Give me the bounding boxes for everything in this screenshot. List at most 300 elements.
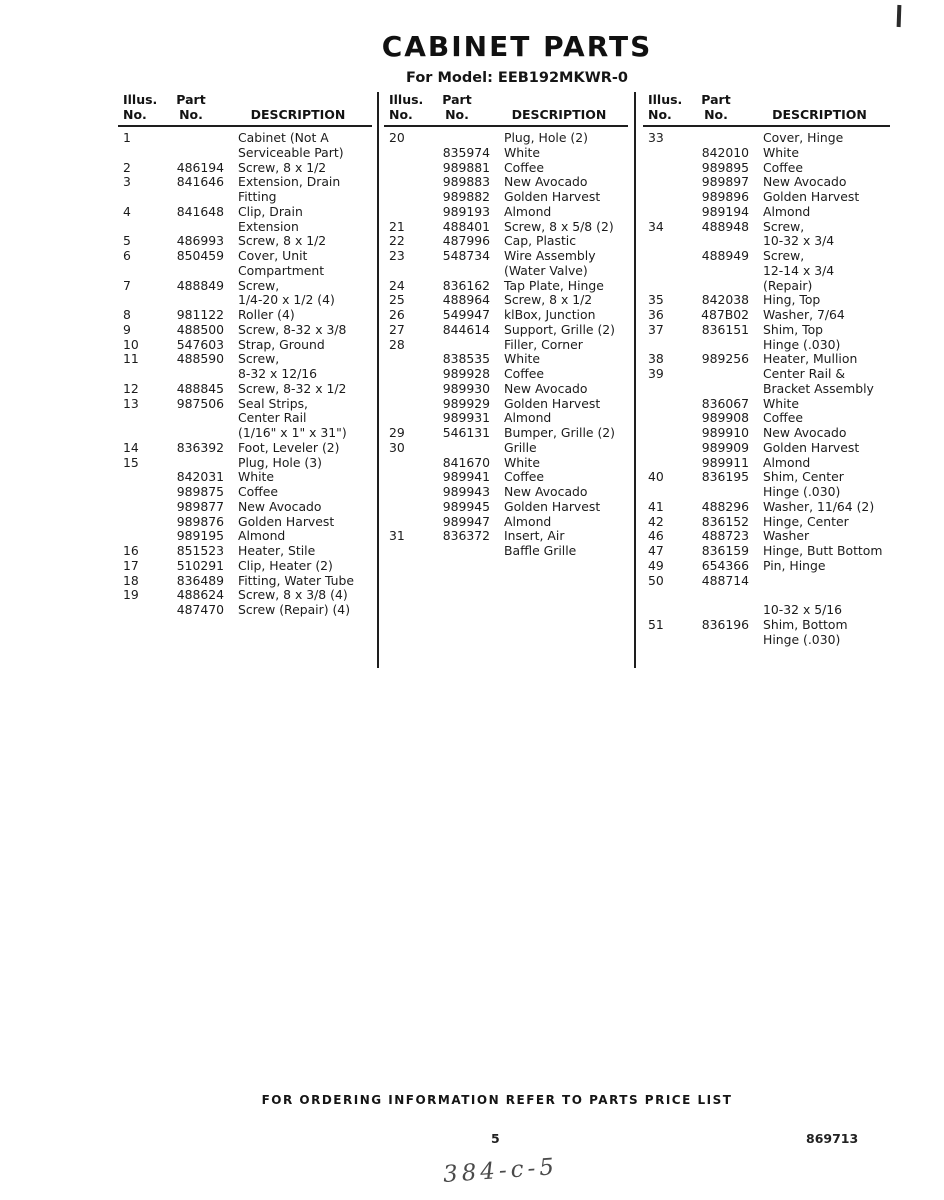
part-no-cell: 487B02 — [701, 307, 749, 322]
description-cell: Hinge, Center — [763, 513, 849, 529]
illus-no-cell — [118, 220, 158, 235]
part-no-cell: 989256 — [701, 351, 749, 367]
table-row — [384, 529, 628, 544]
part-no-cell — [683, 234, 749, 249]
part-no-cell: 488949 — [701, 248, 749, 263]
table-row — [643, 323, 890, 338]
table-row — [118, 588, 372, 603]
illus-no-cell: 40 — [648, 469, 664, 485]
description-cell — [749, 588, 890, 603]
table-row — [643, 515, 890, 530]
part-no-cell — [424, 544, 490, 559]
table-row — [118, 500, 372, 515]
illus-no-cell: 41 — [648, 498, 664, 514]
description-cell: Almond — [763, 454, 811, 470]
description-cell: Cover, Hinge — [763, 130, 844, 145]
description-cell: Screw, 8 x 1/2 — [504, 292, 593, 308]
description-cell: New Avocado — [763, 425, 847, 440]
header-part-line1: Part — [442, 92, 472, 107]
part-no-cell: 836372 — [442, 528, 490, 544]
illus-no-cell — [384, 205, 424, 220]
table-row — [643, 544, 890, 559]
description-cell: Screw, 8-32 x 1/2 — [238, 380, 347, 396]
part-no-cell: 488624 — [176, 587, 224, 603]
document-number: 869713 — [806, 1131, 859, 1146]
illus-no-cell: 31 — [389, 528, 405, 544]
description-cell: White — [504, 144, 541, 160]
table-row — [384, 175, 628, 190]
illus-no-cell — [384, 190, 424, 205]
illus-no-cell — [384, 397, 424, 412]
part-no-cell: 836392 — [176, 439, 224, 455]
description-cell: Shim, Top — [763, 321, 824, 337]
part-no-cell: 835974 — [442, 144, 490, 160]
illus-no-cell — [643, 382, 683, 397]
description-cell: Shim, Center — [763, 469, 844, 485]
description-cell: Cap, Plastic — [504, 233, 577, 249]
header-illus-no — [118, 92, 158, 122]
illus-no-cell — [384, 352, 424, 367]
illus-no-cell: 8 — [123, 307, 131, 322]
illus-no-cell: 24 — [389, 277, 405, 293]
illus-no-cell: 3 — [123, 174, 131, 190]
illus-no-cell — [384, 485, 424, 500]
illus-no-cell — [384, 175, 424, 190]
header-desc-line: DESCRIPTION — [250, 107, 346, 122]
table-row — [643, 146, 890, 161]
illus-no-cell — [118, 500, 158, 515]
illus-no-cell: 27 — [389, 321, 405, 337]
illus-no-cell: 12 — [123, 380, 139, 396]
part-no-cell: 836489 — [176, 572, 224, 588]
part-no-cell: 488296 — [701, 498, 749, 514]
part-no-cell — [683, 264, 749, 279]
part-no-cell: 842038 — [701, 292, 749, 308]
part-no-cell — [424, 264, 490, 279]
table-row — [118, 485, 372, 500]
description-cell: New Avocado — [504, 484, 588, 499]
illus-no-cell: 35 — [648, 292, 664, 308]
illus-no-cell — [384, 470, 424, 485]
table-row — [643, 574, 890, 589]
table-row — [384, 382, 628, 397]
description-cell: Screw, — [763, 248, 805, 263]
table-row — [643, 352, 890, 367]
part-no-cell: 844614 — [442, 321, 490, 337]
table-row — [643, 205, 890, 220]
description-cell: Roller (4) — [238, 307, 295, 322]
table-row — [118, 397, 372, 412]
part-no-cell: 488714 — [701, 572, 749, 588]
column-header — [118, 92, 372, 127]
illus-no-cell — [384, 161, 424, 176]
description-cell: Plug, Hole (2) — [504, 130, 588, 145]
part-no-cell: 989876 — [176, 513, 224, 529]
description-cell: Washer — [763, 528, 810, 544]
illus-no-cell — [643, 175, 683, 190]
illus-no-cell: 46 — [648, 528, 664, 544]
table-row — [384, 146, 628, 161]
illus-no-cell: 6 — [123, 248, 131, 263]
part-no-cell — [158, 426, 224, 441]
illus-no-cell: 13 — [123, 395, 139, 411]
table-row — [118, 456, 372, 471]
header-illus-no — [384, 92, 424, 122]
description-cell: Wire Assembly — [504, 248, 596, 263]
table-row — [118, 529, 372, 544]
header-illus-line2: No. — [648, 107, 672, 122]
description-cell: Foot, Leveler (2) — [238, 439, 340, 455]
part-no-cell — [683, 279, 749, 294]
header-illus-no — [643, 92, 683, 122]
illus-no-cell: 36 — [648, 307, 664, 322]
table-row — [643, 175, 890, 190]
description-cell: Almond — [504, 203, 552, 219]
description-cell: Shim, Bottom — [763, 616, 848, 632]
part-no-cell: 486194 — [176, 159, 224, 175]
header-part-line2: No. — [179, 107, 203, 122]
illus-no-cell: 50 — [648, 572, 664, 588]
part-no-cell: 989882 — [442, 189, 490, 204]
table-row — [118, 544, 372, 559]
description-cell: Tap Plate, Hinge — [504, 277, 604, 293]
part-no-cell: 549947 — [442, 307, 490, 322]
description-cell: Golden Harvest — [763, 439, 860, 455]
illus-no-cell — [643, 603, 683, 618]
illus-no-cell: 10 — [123, 336, 139, 352]
table-row — [643, 426, 890, 441]
part-no-cell: 486993 — [176, 233, 224, 249]
part-no-cell: 989929 — [442, 395, 490, 411]
description-cell: Coffee — [504, 469, 545, 485]
table-row — [384, 352, 628, 367]
description-cell: Clip, Drain — [238, 203, 303, 219]
table-row — [118, 352, 372, 367]
description-cell: New Avocado — [238, 498, 322, 514]
part-no-cell: 546131 — [442, 425, 490, 440]
parts-column-1 — [118, 92, 372, 618]
illus-no-cell: 29 — [389, 425, 405, 440]
part-no-cell: 989193 — [442, 203, 490, 219]
table-row — [384, 441, 628, 456]
illus-no-cell — [118, 146, 158, 161]
table-row — [384, 367, 628, 382]
table-row — [643, 485, 890, 500]
table-row — [643, 338, 890, 353]
table-row — [643, 470, 890, 485]
illus-no-cell: 28 — [389, 336, 405, 352]
table-row — [118, 441, 372, 456]
illus-no-cell — [643, 205, 683, 220]
table-row — [384, 411, 628, 426]
page-number: 5 — [491, 1131, 500, 1146]
description-cell: Bumper, Grille (2) — [504, 425, 616, 440]
description-cell: Extension, Drain — [238, 174, 341, 190]
description-cell: Hinge, Butt Bottom — [763, 543, 883, 558]
description-cell: White — [238, 469, 275, 485]
description-cell: New Avocado — [763, 174, 847, 190]
part-no-cell: 836159 — [701, 543, 749, 558]
illus-no-cell: 42 — [648, 513, 664, 529]
part-no-cell: 841648 — [176, 203, 224, 219]
part-no-cell: 989908 — [701, 410, 749, 426]
illus-no-cell — [118, 264, 158, 279]
scan-artifact-mark — [897, 5, 902, 27]
part-no-cell: 836162 — [442, 277, 490, 293]
illus-no-cell — [643, 234, 683, 249]
part-no-cell: 989931 — [442, 410, 490, 426]
part-no-cell — [158, 146, 224, 161]
description-cell: Screw, — [238, 277, 280, 293]
table-row — [643, 529, 890, 544]
illus-no-cell — [643, 426, 683, 441]
illus-no-cell — [643, 264, 683, 279]
description-cell: Center Rail & — [763, 366, 846, 381]
illus-no-cell — [643, 190, 683, 205]
part-no-cell: 989195 — [176, 528, 224, 544]
table-row — [118, 367, 372, 382]
part-no-cell: 989896 — [701, 189, 749, 204]
illus-no-cell — [643, 441, 683, 456]
part-no-cell: 989897 — [701, 174, 749, 190]
description-cell: Heater, Mullion — [763, 351, 858, 367]
table-row — [118, 190, 372, 205]
table-row — [643, 234, 890, 249]
description-cell: Baffle Grille — [504, 543, 577, 558]
illus-no-cell — [643, 485, 683, 500]
part-no-cell: 989875 — [176, 484, 224, 499]
table-row — [643, 618, 890, 633]
part-no-cell: 989945 — [442, 498, 490, 514]
illus-no-cell: 2 — [123, 159, 131, 175]
illus-no-cell: 47 — [648, 543, 664, 558]
description-cell: Cover, Unit — [238, 248, 308, 263]
illus-no-cell — [384, 515, 424, 530]
table-row — [643, 264, 890, 279]
description-cell: Screw, — [763, 218, 805, 234]
part-no-cell: 989194 — [701, 203, 749, 219]
rows-column-1 — [118, 131, 372, 618]
part-no-cell — [158, 264, 224, 279]
illus-no-cell — [384, 500, 424, 515]
illus-no-cell — [118, 470, 158, 485]
table-row — [384, 323, 628, 338]
table-row — [384, 190, 628, 205]
description-cell: Coffee — [238, 484, 279, 499]
illus-no-cell — [384, 146, 424, 161]
description-cell: Coffee — [504, 366, 545, 381]
description-cell: Almond — [238, 528, 286, 544]
table-row — [643, 131, 890, 146]
table-row — [118, 308, 372, 323]
illus-no-cell: 19 — [123, 587, 139, 603]
illus-no-cell — [643, 249, 683, 264]
description-cell: Fitting, Water Tube — [238, 572, 355, 588]
table-row — [118, 205, 372, 220]
illus-no-cell: 20 — [389, 130, 405, 145]
part-no-cell — [158, 293, 224, 308]
part-no-cell: 488401 — [442, 218, 490, 234]
description-cell: Almond — [504, 513, 552, 529]
illus-no-cell: 7 — [123, 277, 131, 293]
description-cell: 12-14 x 3/4 — [763, 262, 835, 278]
table-row — [118, 603, 372, 618]
header-illus-line2: No. — [123, 107, 147, 122]
illus-no-cell — [384, 411, 424, 426]
table-row — [384, 515, 628, 530]
illus-no-cell: 34 — [648, 218, 664, 234]
model-subtitle: For Model: EEB192MKWR-0 — [406, 70, 628, 86]
illus-no-cell — [643, 279, 683, 294]
illus-no-cell: 5 — [123, 233, 131, 249]
table-row — [643, 190, 890, 205]
illus-no-cell — [118, 426, 158, 441]
table-row — [118, 338, 372, 353]
illus-no-cell — [643, 411, 683, 426]
description-cell: Strap, Ground — [238, 336, 325, 352]
part-no-cell: 841670 — [442, 454, 490, 470]
header-illus-line1: Illus. — [123, 92, 158, 107]
part-no-cell: 989930 — [442, 380, 490, 396]
illus-no-cell: 21 — [389, 218, 405, 234]
table-row — [643, 588, 890, 603]
part-no-cell: 488500 — [176, 321, 224, 337]
table-row — [118, 382, 372, 397]
part-no-cell: 989883 — [442, 174, 490, 190]
illus-no-cell — [643, 456, 683, 471]
table-row — [643, 293, 890, 308]
table-row — [643, 411, 890, 426]
description-cell: Extension — [238, 218, 299, 234]
part-no-cell — [158, 220, 224, 235]
description-cell: Center Rail — [238, 410, 307, 426]
description-cell: Heater, Stile — [238, 543, 316, 558]
description-cell: White — [763, 395, 800, 411]
description-cell: Screw, 8-32 x 3/8 — [238, 321, 347, 337]
table-row — [118, 559, 372, 574]
description-cell: Golden Harvest — [504, 395, 601, 411]
description-cell: Filler, Corner — [504, 336, 583, 352]
illus-no-cell: 4 — [123, 203, 131, 219]
table-row — [384, 500, 628, 515]
illus-no-cell — [384, 456, 424, 471]
table-row — [643, 500, 890, 515]
illus-no-cell — [118, 485, 158, 500]
column-divider-1 — [377, 92, 379, 668]
part-no-cell — [158, 131, 224, 146]
part-no-cell: 987506 — [176, 395, 224, 411]
part-no-cell: 654366 — [701, 557, 749, 573]
description-cell: Serviceable Part) — [238, 144, 344, 160]
illus-no-cell — [643, 397, 683, 412]
illus-no-cell — [384, 544, 424, 559]
table-row — [643, 161, 890, 176]
part-no-cell: 510291 — [176, 557, 224, 573]
part-no-cell — [424, 441, 490, 456]
parts-column-2 — [384, 92, 628, 559]
illus-no-cell: 49 — [648, 557, 664, 573]
part-no-cell: 989943 — [442, 484, 490, 499]
description-cell: Screw, 8 x 3/8 (4) — [238, 587, 348, 603]
part-no-cell — [683, 338, 749, 353]
table-row — [384, 470, 628, 485]
description-cell: (1/16" x 1" x 31") — [238, 425, 347, 440]
part-no-cell: 547603 — [176, 336, 224, 352]
description-cell — [749, 574, 890, 589]
description-cell: Coffee — [763, 410, 804, 426]
header-illus-line2: No. — [389, 107, 413, 122]
description-cell: Bracket Assembly — [763, 380, 874, 396]
part-no-cell: 851523 — [176, 543, 224, 558]
illus-no-cell: 37 — [648, 321, 664, 337]
part-no-cell — [683, 633, 749, 648]
illus-no-cell: 26 — [389, 307, 405, 322]
header-illus-line1: Illus. — [648, 92, 683, 107]
handwritten-note: 384-c-5 — [442, 1154, 559, 1188]
illus-no-cell: 9 — [123, 321, 131, 337]
description-cell: Compartment — [238, 262, 325, 278]
description-cell: 10-32 x 3/4 — [763, 233, 835, 249]
part-no-cell: 842031 — [176, 469, 224, 485]
illus-no-cell — [643, 146, 683, 161]
column-header — [643, 92, 890, 127]
table-row — [643, 633, 890, 648]
part-no-cell: 989895 — [701, 159, 749, 175]
description-cell: New Avocado — [504, 174, 588, 190]
table-row — [643, 367, 890, 382]
header-desc-line: DESCRIPTION — [772, 107, 867, 122]
illus-no-cell — [643, 633, 683, 648]
description-cell: Fitting — [238, 189, 277, 204]
part-no-cell: 842010 — [701, 144, 749, 160]
table-row — [118, 161, 372, 176]
part-no-cell: 836151 — [701, 321, 749, 337]
page-title: CABINET PARTS — [381, 30, 653, 63]
part-no-cell: 989881 — [442, 159, 490, 175]
illus-no-cell: 11 — [123, 351, 139, 367]
description-cell: Washer, 7/64 — [763, 307, 845, 322]
table-row — [118, 574, 372, 589]
illus-no-cell — [643, 588, 683, 603]
table-row — [384, 131, 628, 146]
table-row — [643, 382, 890, 397]
table-row — [118, 146, 372, 161]
part-no-cell: 487470 — [176, 602, 224, 617]
description-cell: Cabinet (Not A — [238, 130, 329, 145]
part-no-cell — [683, 603, 749, 618]
description-cell: Hinge (.030) — [763, 336, 841, 352]
description-cell: Washer, 11/64 (2) — [763, 498, 875, 514]
illus-no-cell — [118, 190, 158, 205]
description-cell: Hing, Top — [763, 292, 821, 308]
description-cell: 8-32 x 12/16 — [238, 366, 318, 381]
part-no-cell: 488964 — [442, 292, 490, 308]
part-no-cell: 838535 — [442, 351, 490, 367]
part-no-cell: 487996 — [442, 233, 490, 249]
table-row — [384, 205, 628, 220]
part-no-cell: 989941 — [442, 469, 490, 485]
table-row — [643, 279, 890, 294]
description-cell: Almond — [763, 203, 811, 219]
part-no-cell: 836067 — [701, 395, 749, 411]
illus-no-cell — [384, 367, 424, 382]
header-part-line1: Part — [176, 92, 206, 107]
description-cell: Insert, Air — [504, 528, 565, 544]
table-row — [118, 470, 372, 485]
description-cell: (Water Valve) — [504, 262, 588, 278]
table-row — [118, 234, 372, 249]
column-header — [384, 92, 628, 127]
